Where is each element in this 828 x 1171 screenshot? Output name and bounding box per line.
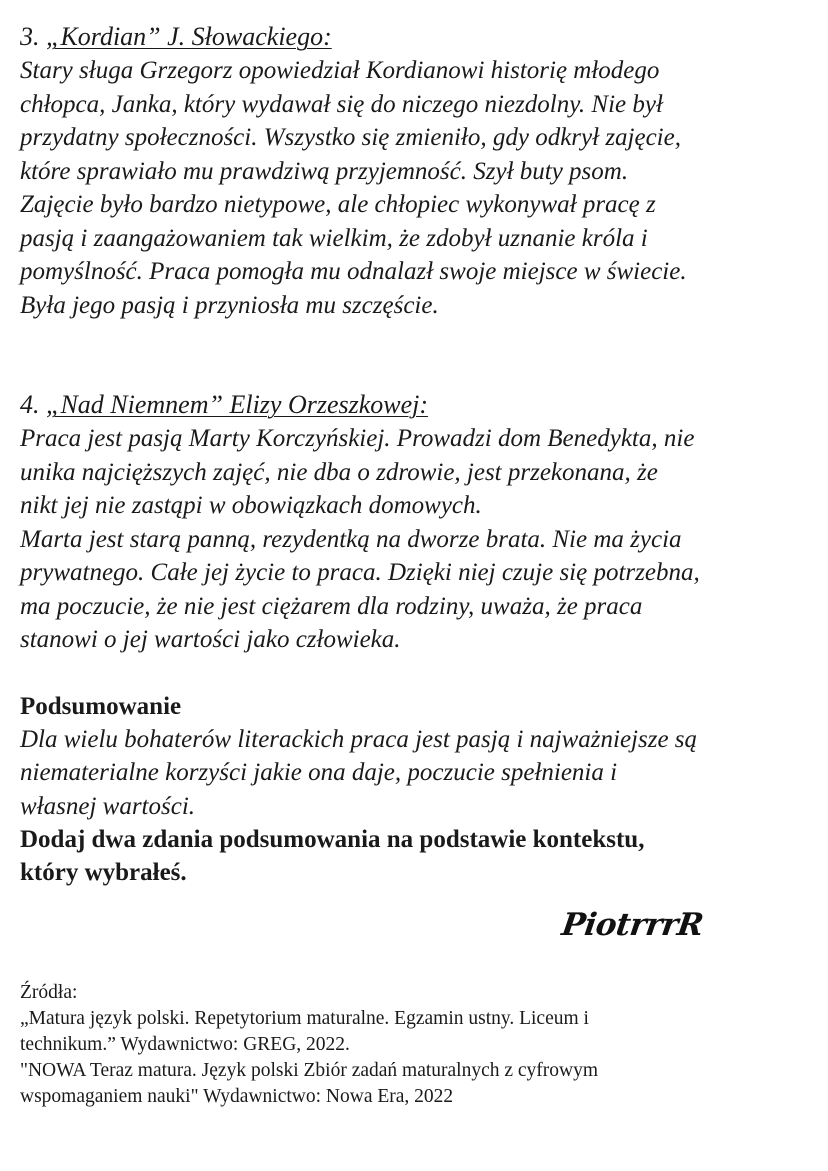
paragraph-line: Była jego pasją i przyniosła mu szczęście.	[20, 291, 439, 319]
paragraph-line: Zajęcie było bardzo nietypowe, ale chłopiec wykonywał pracę z	[20, 191, 656, 218]
paragraph-line: pomyślność. Praca pomogła mu odnalazł swoje miejsce w świecie.	[20, 258, 687, 285]
summary-heading: Podsumowanie	[20, 692, 182, 720]
section-4-heading	[20, 388, 815, 422]
paragraph-line: pasją i zaangażowaniem tak wielkim, że zdobył uznanie króla i	[20, 224, 648, 252]
paragraph-line: Stary sługa Grzegorz opowiedział Kordianowi historię młodego	[20, 57, 660, 84]
source-line: wspomaganiem nauki" Wydawnictwo: Nowa Era, 2022	[20, 1086, 454, 1107]
paragraph-line: własnej wartości.	[20, 792, 196, 820]
paragraph-line: Marta jest starą panną, rezydentką na dworze brata. Nie ma życia	[20, 525, 682, 553]
paragraph-line: stanowi o jej wartości jako człowieka.	[20, 626, 401, 653]
paragraph-line: chłopca, Janka, który wydawał się do niczego niezdolny. Nie był	[20, 90, 663, 118]
paragraph-line: Dla wielu bohaterów literackich praca jest pasją i najważniejsze są	[20, 725, 698, 753]
section-3-number: 3.	[20, 22, 40, 51]
section-4-title: „Nad Niemnem” Elizy Orzeszkowej:	[46, 390, 429, 419]
section-3-heading	[20, 20, 815, 54]
section-3-title: „Kordian” J. Słowackiego:	[46, 22, 332, 51]
section-4-number: 4.	[20, 390, 40, 419]
paragraph-line: przydatny społeczności. Wszystko się zmieniło, gdy odkrył zajęcie,	[20, 124, 681, 151]
author-signature: PiotrrrR	[559, 907, 706, 943]
paragraph-line: ma poczucie, że nie jest ciężarem dla rodziny, uważa, że praca	[20, 592, 643, 620]
sources-heading: Źródła:	[20, 982, 78, 1003]
paragraph-line: niematerialne korzyści jakie ona daje, poczucie spełnienia i	[20, 759, 618, 786]
source-line: technikum.” Wydawnictwo: GREG, 2022.	[20, 1034, 350, 1055]
spacer	[20, 322, 815, 388]
spacer	[20, 657, 815, 690]
section-3-paragraph	[20, 54, 815, 322]
source-line: "NOWA Teraz matura. Język polski Zbiór zadań maturalnych z cyfrowym	[20, 1060, 599, 1081]
paragraph-line: unika najcięższych zajęć, nie dba o zdrowie, jest przekonana, że	[20, 458, 658, 486]
sources-block	[20, 980, 810, 1110]
document-page	[20, 20, 815, 889]
section-4-paragraph	[20, 422, 815, 657]
source-line: „Matura język polski. Repetytorium maturalne. Egzamin ustny. Liceum i	[20, 1008, 589, 1029]
summary-paragraph	[20, 723, 815, 824]
task-line: który wybrałeś.	[20, 859, 187, 886]
paragraph-line: Praca jest pasją Marty Korczyńskiej. Prowadzi dom Benedykta, nie	[20, 425, 695, 452]
task-line: Dodaj dwa zdania podsumowania na podstawie kontekstu,	[20, 826, 645, 853]
summary-task	[20, 823, 815, 889]
paragraph-line: które sprawiało mu prawdziwą przyjemność. Szył buty psom.	[20, 157, 629, 185]
paragraph-line: prywatnego. Całe jej życie to praca. Dzięki niej czuje się potrzebna,	[20, 559, 700, 586]
paragraph-line: nikt jej nie zastąpi w obowiązkach domowych.	[20, 492, 482, 519]
